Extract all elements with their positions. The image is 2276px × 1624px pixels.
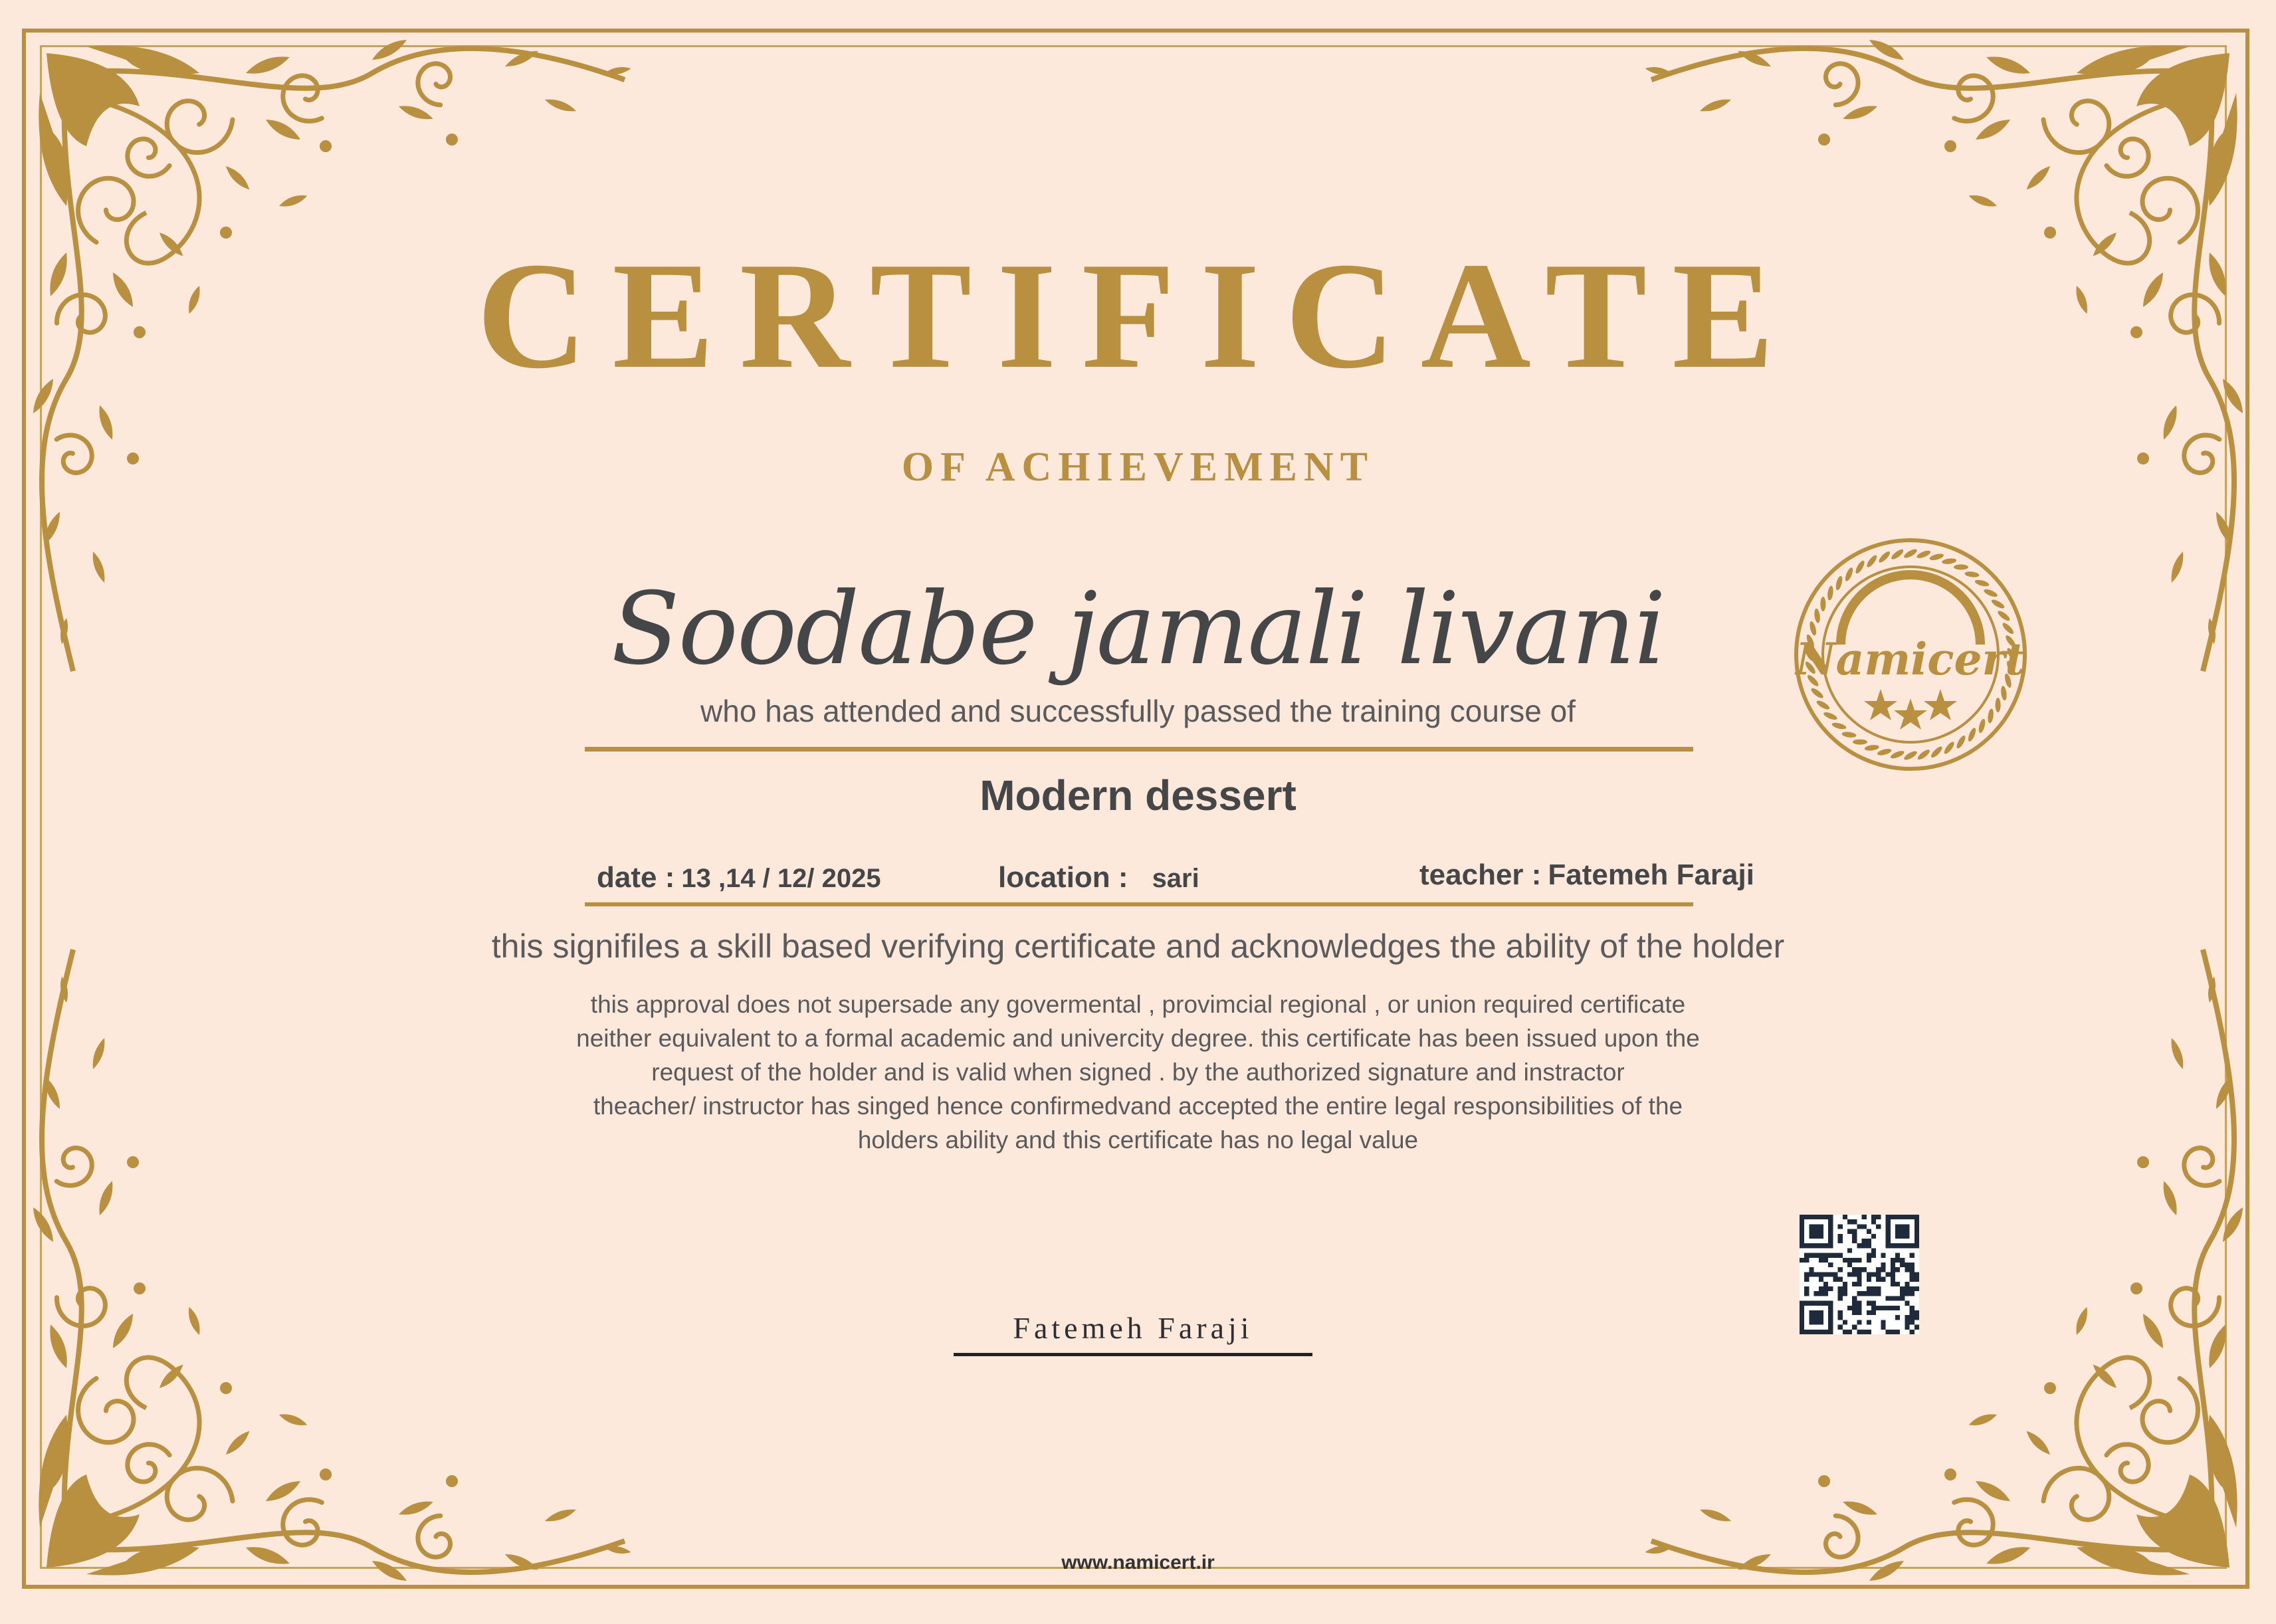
namicert-seal-icon: [1791, 535, 2030, 774]
signifies-text: this signifiles a skill based verifying certificate and acknowledges the ability of the holder: [491, 928, 1785, 965]
course-name: Modern dessert: [980, 771, 1296, 819]
qr-code-icon: [1800, 1215, 1919, 1334]
divider-top: [585, 747, 1693, 752]
attended-text: who has attended and successfully passed the training course of: [700, 694, 1576, 728]
website-url: www.namicert.ir: [1061, 1552, 1215, 1573]
teacher-value: Fatemeh Faraji: [1548, 859, 1754, 891]
teacher-field: [1419, 859, 1754, 892]
disclaimer-line: theacher/ instructor has singed hence confirmedvand accepted the entire legal responsibilities of the: [593, 1092, 1683, 1120]
disclaimer-line: holders ability and this certificate has no legal value: [857, 1126, 1419, 1154]
certificate-title: CERTIFICATE: [476, 231, 1800, 400]
signature-line: [954, 1353, 1312, 1356]
disclaimer-line: this approval does not supersade any govermental , provimcial regional , or union required certificate: [590, 991, 1686, 1018]
location-field: [998, 861, 1199, 894]
certificate-subtitle: OF ACHIEVEMENT: [901, 445, 1375, 490]
location-label: location :: [998, 861, 1128, 894]
date-label: date :: [597, 861, 675, 894]
disclaimer-line: neither equivalent to a formal academic and univercity degree. this certificate has been issued upon the: [576, 1025, 1700, 1052]
location-value: sari: [1152, 864, 1199, 893]
date-field: [597, 861, 881, 894]
seal-text: Namicert: [1796, 633, 2025, 685]
divider-bottom: [585, 902, 1693, 906]
disclaimer-text: [465, 987, 1811, 1157]
date-value: 13 ,14 / 12/ 2025: [681, 864, 881, 893]
recipient-name: Soodabe jamali livani: [611, 571, 1665, 687]
signature-name: Fatemeh Faraji: [1013, 1311, 1253, 1345]
disclaimer-line: request of the holder and is valid when signed . by the authorized signature and instractor: [651, 1059, 1625, 1086]
teacher-label: teacher :: [1419, 859, 1542, 891]
